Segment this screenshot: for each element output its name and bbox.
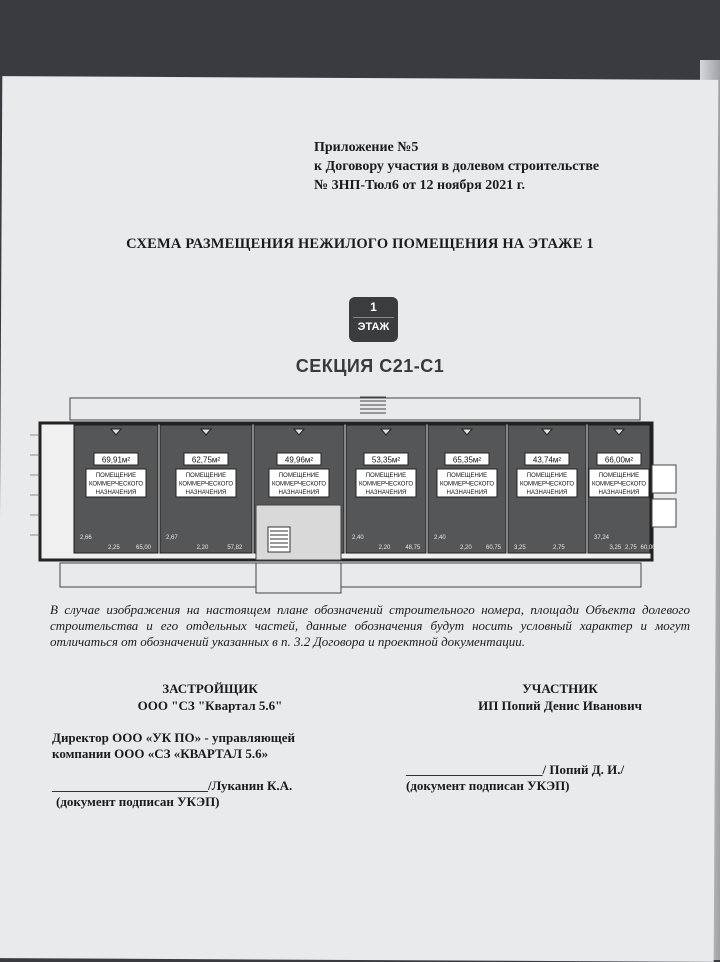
plan-bottom-right: [341, 563, 641, 587]
room-dimension: 57,82: [227, 545, 243, 551]
plan-service-room-1: [652, 465, 676, 493]
room-purpose-text: НАЗНАЧЕНИЯ: [278, 490, 320, 496]
room-purpose-text: НАЗНАЧЕНИЯ: [446, 490, 488, 496]
room-dimension: 2,20: [378, 545, 391, 551]
plan-top-line: [70, 398, 640, 420]
room-dimension: 37,24: [594, 535, 610, 541]
room-dimension: 2,20: [196, 545, 209, 551]
room-dimension: 48,75: [405, 545, 421, 551]
room-purpose-text: КОММЕРЧЕСКОГО: [88, 481, 144, 488]
annex-contract-number: № 3НП-Тюл6 от 12 ноября 2021 г.: [314, 178, 526, 193]
room-purpose-text: НАЗНАЧЕНИЯ: [185, 490, 227, 496]
room-area: 53,35м²: [371, 455, 401, 465]
room-purpose-text: КОММЕРЧЕСКОГО: [439, 481, 495, 488]
room-purpose-text: ПОМЕЩЕНИЕ: [526, 473, 568, 479]
room-dimension: 60,00: [640, 545, 656, 551]
annex-number: Приложение №5: [314, 140, 419, 155]
plan-rooms: [74, 425, 656, 553]
participant-heading: УЧАСТНИК: [522, 681, 598, 696]
annex-contract: к Договору участия в долевом строительстве: [314, 159, 600, 174]
disclaimer-note: В случае изображения на настоящем плане обозначений строительного номера, площади Объекта долевого строительства и его отдельных частей, данные обозначения будут носить условный характер и могут отличаться от обозначений указанных в п. 3.2 Договора и проектной документации.: [50, 602, 690, 649]
plan-top-stair: [360, 397, 386, 413]
room-purpose-text: КОММЕРЧЕСКОГО: [271, 481, 327, 488]
room-dimension: 60,75: [486, 545, 502, 551]
room-purpose-text: ПОМЕЩЕНИЕ: [598, 473, 640, 479]
room-purpose-text: НАЗНАЧЕНИЯ: [598, 490, 640, 496]
room-purpose-text: КОММЕРЧЕСКОГО: [178, 481, 234, 488]
room-area: 43,74м²: [532, 455, 562, 465]
plan-bottom-left: [60, 563, 256, 587]
developer-signature: ________________________/Луканин К.А.: [52, 778, 293, 793]
participant-signed-note: (документ подписан УКЭП): [406, 778, 570, 793]
room-area: 69,91м²: [101, 455, 131, 465]
developer-heading: ЗАСТРОЙЩИК: [162, 681, 258, 696]
room-dimension: 65,00: [136, 545, 152, 551]
room-dimension: 2,40: [434, 535, 446, 541]
developer-position-2: компании ООО «СЗ «КВАРТАЛ 5.6»: [52, 746, 269, 761]
room-purpose-text: ПОМЕЩЕНИЕ: [95, 473, 137, 479]
floor-label: ЭТАЖ: [353, 317, 394, 333]
room-area: 62,75м²: [191, 455, 221, 465]
floor-plan: [30, 395, 680, 595]
section-title: СЕКЦИЯ С21-С1: [295, 356, 445, 376]
page-title: СХЕМА РАЗМЕЩЕНИЯ НЕЖИЛОГО ПОМЕЩЕНИЯ НА ЭТАЖЕ 1: [126, 236, 594, 252]
room-purpose-text: НАЗНАЧЕНИЯ: [526, 490, 568, 496]
room-dimension: 2,20: [460, 545, 472, 551]
plan-service-room-2: [652, 499, 676, 527]
developer-position-1: Директор ООО «УК ПО» - управляющей: [52, 730, 296, 745]
room-purpose-text: НАЗНАЧЕНИЯ: [95, 490, 137, 496]
room-dimension: 3,25: [609, 545, 622, 551]
developer-company: ООО "СЗ "Квартал 5.6": [137, 698, 283, 713]
room-dimension: 2,25: [108, 545, 120, 551]
room-dimension: 2,75: [553, 545, 565, 551]
floor-number: 1: [370, 300, 377, 314]
room-dimension: 2,40: [352, 535, 364, 541]
room-purpose-text: КОММЕРЧЕСКОГО: [591, 481, 647, 488]
room-dimension: 3,25: [514, 545, 526, 551]
room-area: 66,00м²: [604, 455, 634, 465]
room-area: 65,35м²: [452, 455, 482, 465]
room-purpose-text: НАЗНАЧЕНИЯ: [365, 490, 407, 496]
floor-badge: [349, 297, 398, 342]
room-purpose-text: КОММЕРЧЕСКОГО: [358, 481, 414, 488]
room-area: 49,96м²: [284, 455, 314, 465]
room-dimension: 2,67: [166, 535, 178, 541]
annex-header: [314, 138, 599, 195]
room-purpose-text: ПОМЕЩЕНИЕ: [278, 473, 320, 479]
developer-signed-note: (документ подписан УКЭП): [56, 794, 220, 809]
room-purpose-text: ПОМЕЩЕНИЕ: [185, 473, 227, 479]
participant-signature: _____________________/ Попий Д. И./: [406, 762, 625, 777]
participant-name: ИП Попий Денис Иванович: [478, 698, 642, 713]
room-purpose-text: ПОМЕЩЕНИЕ: [365, 473, 407, 479]
room-dimension: 2,75: [625, 545, 637, 551]
room-dimension: 2,66: [80, 535, 92, 541]
room-purpose-text: КОММЕРЧЕСКОГО: [519, 481, 575, 488]
plan-bottom-core: [256, 563, 341, 593]
room-purpose-text: ПОМЕЩЕНИЕ: [446, 473, 488, 479]
